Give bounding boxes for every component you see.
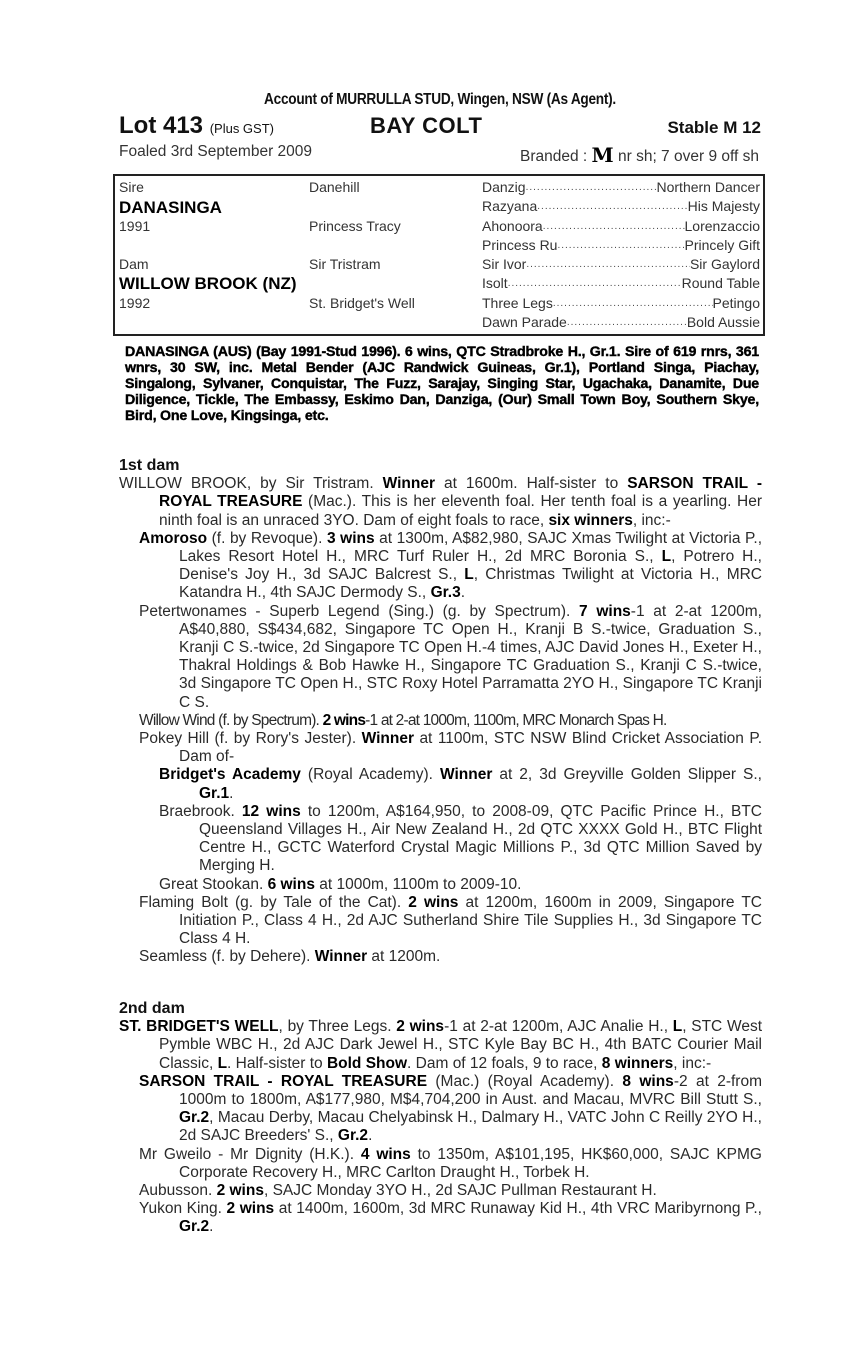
grandparent-row bbox=[482, 255, 760, 274]
brand-mark-icon: M bbox=[591, 143, 614, 167]
text-run: , Christmas Twilight at Victoria H., MRC Katandra H., 4th SAJC Dermody S., bbox=[179, 566, 762, 602]
text-run: Mr Gweilo - Mr Dignity (H.K.). bbox=[139, 1145, 361, 1163]
sire-summary: DANASINGA (AUS) (Bay 1991-Stud 1996). 6 wins, QTC Stradbroke H., Gr.1. Sire of 619 rnrs, 361 wnrs, 30 SW, inc. Metal Bender (AJC Randwick Guineas, Gr.1), Portland Singa, Piachay, Singalong, Sylvaner, Conquistar, The Fuzz, Sarajay, Singing Star, Ugachaka, Danamite, Due Diligence, Tickle, The Embassy, Eskimo Dan, Danziga, (Our) Small Town Boy, Southern Skye, Bird, One Love, Kingsinga, etc. bbox=[125, 344, 759, 424]
foaled-date: Foaled 3rd September 2009 bbox=[119, 143, 313, 160]
leader-dots bbox=[508, 274, 682, 293]
text-run: Aubusson. bbox=[139, 1182, 217, 1200]
gp-right: Princely Gift bbox=[684, 237, 760, 253]
progeny-entry bbox=[119, 766, 762, 802]
text-run: Seamless (f. by Dehere). bbox=[139, 948, 315, 966]
progeny-entry bbox=[119, 603, 762, 712]
brand-info bbox=[520, 143, 759, 167]
progeny-entry bbox=[119, 712, 762, 730]
text-run: at 1200m. bbox=[367, 948, 441, 966]
text-run: , Macau Derby, Macau Chelyabinsk H., Dalmary H., VATC John C Reilly 2YO H., 2d SAJC Breeders' S., bbox=[179, 1109, 762, 1145]
text-run: , STC West Pymble WBC H., 2d AJC Dark Jewel H., STC Kyle Bay BC H., 4th BATC Courier Mail Classic, bbox=[159, 1018, 763, 1072]
text-run: . bbox=[460, 584, 466, 602]
gp-left: Princess Ru bbox=[482, 237, 558, 253]
bold-run: 2 wins bbox=[408, 893, 459, 911]
branded-label: Branded : bbox=[520, 148, 588, 165]
text-run: (Mac.). This is her eleventh foal. Her tenth foal is a yearling. Her ninth foal is an unraced 3YO. Dam of eight foals to race, bbox=[159, 493, 762, 529]
text-run: Willow Wind (f. by Spectrum). bbox=[139, 711, 323, 729]
bold-run: six winners bbox=[548, 511, 633, 529]
text-run: . Dam of 12 foals, 9 to race, bbox=[407, 1054, 602, 1072]
leader-dots bbox=[543, 217, 685, 236]
progeny-entry bbox=[119, 948, 762, 966]
catalogue-page bbox=[119, 90, 761, 165]
dam-name: WILLOW BROOK (NZ) bbox=[119, 274, 297, 293]
text-run: at 1200m, 1600m in 2009, Singapore TC Initiation P., Class 4 H., 2d AJC Sutherland Shire Tile Supplies H., 3d Singapore TC Class 4 H. bbox=[179, 893, 762, 948]
lot-number bbox=[119, 111, 274, 144]
text-run: (Mac.) (Royal Academy). bbox=[427, 1072, 623, 1090]
dam-year: 1992 bbox=[119, 295, 151, 311]
text-run: , Potrero H., Denise's Joy H., 3d SAJC Balcrest S., bbox=[179, 548, 762, 584]
text-run: . Half-sister to bbox=[227, 1054, 327, 1072]
gp-right: Petingo bbox=[712, 295, 760, 311]
text-run: . bbox=[209, 1218, 214, 1236]
gp-right: Northern Dancer bbox=[656, 179, 760, 195]
bold-run: 2 wins bbox=[216, 1182, 264, 1200]
foal-row bbox=[119, 141, 761, 165]
bold-run: ST. BRIDGET'S WELL bbox=[119, 1018, 279, 1036]
leader-dots bbox=[553, 294, 713, 313]
text-run: at 1600m. Half-sister to bbox=[435, 475, 628, 493]
branded-text: nr sh; 7 over 9 off sh bbox=[617, 148, 759, 165]
text-run: at 1100m, STC NSW Blind Cricket Association P. Dam of- bbox=[179, 730, 762, 766]
progeny-entry bbox=[119, 876, 762, 894]
text-run: -1 at 2-at 1200m, A$40,880, S$434,682, Singapore TC Open H., Kranji B S.-twice, Graduation S., Kranji C S.-twice, 2d Singapore TC Open H.-4 times, AJC David Jones H., Exeter H., Thakral Holdings & Bob Hawke H., Singapore TC Graduation S., Kranji C S.-twice, 3d Singapore TC Open H., STC Roxy Hotel Parramatta 2YO H., Singapore TC Kranji C S. bbox=[179, 602, 762, 711]
bold-run: Gr.1 bbox=[199, 784, 230, 802]
bold-run: L bbox=[464, 566, 474, 584]
bold-run: Gr.3 bbox=[430, 584, 461, 602]
leader-dots bbox=[557, 236, 684, 255]
sire-sire: Danehill bbox=[309, 179, 360, 195]
text-run: -1 at 2-at 1200m, AJC Analie H., bbox=[444, 1018, 673, 1036]
bold-run: 4 wins bbox=[360, 1145, 411, 1163]
text-run: -2 at 2-from 1000m to 1800m, A$177,980, M$4,704,200 in Aust. and Macau, MVRC Bill Stutt S., bbox=[179, 1072, 763, 1109]
bold-run: Winner bbox=[361, 730, 414, 748]
gp-right: Sir Gaylord bbox=[689, 256, 760, 272]
text-run: to 1200m, A$164,950, to 2008-09, QTC Pacific Prince H., BTC Queensland Villages H., Air New Zealand H., 2d QTC XXXX Gold H., BTC Flight Centre H., GCTC Waterford Crystal Magic Millions P., 3d QTC Million Saved by Merging H. bbox=[199, 802, 762, 875]
grandparent-row bbox=[482, 294, 760, 313]
second-dam-entries bbox=[119, 1018, 762, 1236]
bold-run: Bold Show bbox=[326, 1054, 408, 1072]
vendor-account: Account of MURRULLA STUD, Wingen, NSW (As Agent). bbox=[264, 91, 616, 108]
gp-left: Ahonoora bbox=[482, 218, 543, 234]
text-run: WILLOW BROOK, by Sir Tristram. bbox=[119, 475, 383, 493]
bold-run: SARSON TRAIL - ROYAL TREASURE bbox=[139, 1072, 428, 1090]
progeny-entry bbox=[119, 894, 762, 949]
bold-run: 2 wins bbox=[396, 1018, 445, 1036]
grandparent-row bbox=[482, 274, 760, 293]
text-run: . bbox=[368, 1127, 373, 1145]
grandparent-row bbox=[482, 217, 760, 236]
progeny-entry bbox=[119, 1182, 762, 1200]
bold-run: 3 wins bbox=[326, 529, 375, 547]
text-run: Yukon King. bbox=[139, 1200, 227, 1218]
text-run: at 1300m, A$82,980, SAJC Xmas Twilight at Victoria P., Lakes Resort Hotel H., MRC Turf Ruler H., 2d MRC Boronia S., bbox=[179, 529, 762, 566]
progeny-entry bbox=[119, 803, 762, 876]
bold-run: L bbox=[217, 1054, 228, 1072]
leader-dots bbox=[526, 178, 657, 197]
gp-left: Isolt bbox=[482, 275, 508, 291]
text-run: -1 at 2-at 1000m, 1100m, MRC Monarch Spas H. bbox=[365, 711, 667, 729]
grandparent-row bbox=[482, 197, 760, 216]
bold-run: Bridget's Academy bbox=[159, 766, 301, 784]
text-run: (f. by Revoque). bbox=[207, 529, 327, 547]
first-dam-title: 1st dam bbox=[119, 457, 180, 474]
first-dam-entries bbox=[119, 475, 762, 966]
text-run: at 1400m, 1600m, 3d MRC Runaway Kid H., 4th VRC Maribyrnong P., bbox=[274, 1200, 762, 1218]
second-dam-section bbox=[119, 1000, 762, 1237]
stable-location: Stable M 12 bbox=[667, 118, 761, 137]
text-run: (Royal Academy). bbox=[300, 766, 440, 784]
lot-row bbox=[119, 111, 761, 141]
horse-description: BAY COLT bbox=[370, 113, 483, 138]
bold-run: 8 wins bbox=[622, 1072, 674, 1090]
progeny-entry bbox=[119, 1073, 762, 1146]
progeny-entry bbox=[119, 1018, 762, 1073]
text-run: at 1000m, 1100m to 2009-10. bbox=[314, 875, 522, 893]
bold-run: 2 wins bbox=[226, 1200, 275, 1218]
text-run: Petertwonames - Superb Legend (Sing.) (g. by Spectrum). bbox=[139, 602, 580, 620]
gp-left: Dawn Parade bbox=[482, 314, 567, 330]
text-run: , inc:- bbox=[673, 1054, 712, 1072]
gp-right: Bold Aussie bbox=[686, 314, 760, 330]
text-run: , by Three Legs. bbox=[278, 1018, 397, 1036]
gp-left: Razyana bbox=[482, 198, 538, 214]
sire-name: DANASINGA bbox=[119, 198, 222, 217]
bold-run: 12 wins bbox=[241, 802, 301, 820]
bold-run: Gr.2 bbox=[179, 1218, 210, 1236]
bold-run: 6 wins bbox=[267, 875, 315, 893]
bold-run: Winner bbox=[382, 475, 436, 493]
lot-gst-note: (Plus GST) bbox=[209, 121, 274, 136]
text-run: , inc:- bbox=[632, 511, 671, 529]
sire-label: Sire bbox=[119, 179, 144, 195]
text-run: Pokey Hill (f. by Rory's Jester). bbox=[139, 730, 362, 748]
gp-left: Danzig bbox=[482, 179, 526, 195]
bold-run: Winner bbox=[439, 766, 493, 784]
bold-run: Gr.2 bbox=[179, 1109, 210, 1127]
text-run: . bbox=[229, 784, 234, 802]
text-run: Braebrook. bbox=[159, 802, 242, 820]
grandparent-row bbox=[482, 236, 760, 255]
leader-dots bbox=[526, 255, 690, 274]
sire-year: 1991 bbox=[119, 218, 151, 234]
progeny-entry bbox=[119, 730, 762, 766]
bold-run: 8 winners bbox=[601, 1054, 674, 1072]
text-run: to 1350m, A$101,195, HK$60,000, SAJC KPMG Corporate Recovery H., MRC Carlton Draught H., Torbek H. bbox=[179, 1145, 762, 1181]
gp-right: Round Table bbox=[681, 275, 760, 291]
text-run: at 2, 3d Greyville Golden Slipper S., bbox=[492, 766, 762, 784]
bold-run: Gr.2 bbox=[337, 1127, 369, 1145]
dam-dam: St. Bridget's Well bbox=[309, 295, 415, 311]
grandparent-row bbox=[482, 313, 760, 332]
bold-run: L bbox=[672, 1018, 683, 1036]
bold-run: L bbox=[661, 548, 672, 566]
gp-right: His Majesty bbox=[687, 198, 760, 214]
leader-dots bbox=[567, 313, 687, 332]
gp-right: Lorenzaccio bbox=[684, 218, 760, 234]
progeny-entry bbox=[119, 1146, 762, 1182]
leader-dots bbox=[537, 197, 687, 216]
dam-sire: Sir Tristram bbox=[309, 256, 381, 272]
bold-run: 7 wins bbox=[579, 602, 631, 620]
bold-run: 2 wins bbox=[322, 711, 366, 729]
gp-left: Three Legs bbox=[482, 295, 553, 311]
gp-left: Sir Ivor bbox=[482, 256, 527, 272]
text-run: Great Stookan. bbox=[159, 875, 268, 893]
second-dam-title: 2nd dam bbox=[119, 1000, 185, 1017]
pedigree-table bbox=[113, 174, 765, 336]
lot-label: Lot 413 bbox=[119, 112, 204, 139]
text-run: , SAJC Monday 3YO H., 2d SAJC Pullman Restaurant H. bbox=[263, 1182, 657, 1200]
grandparent-row bbox=[482, 178, 760, 197]
progeny-entry bbox=[119, 1200, 762, 1236]
progeny-entry bbox=[119, 530, 762, 603]
bold-run: SARSON TRAIL - ROYAL TREASURE bbox=[159, 475, 762, 511]
dam-label: Dam bbox=[119, 256, 149, 272]
sire-dam: Princess Tracy bbox=[309, 218, 401, 234]
text-run: Flaming Bolt (g. by Tale of the Cat). bbox=[139, 893, 409, 911]
bold-run: Winner bbox=[314, 948, 368, 966]
first-dam-section bbox=[119, 457, 762, 967]
progeny-entry bbox=[119, 475, 762, 530]
bold-run: Amoroso bbox=[139, 529, 208, 547]
